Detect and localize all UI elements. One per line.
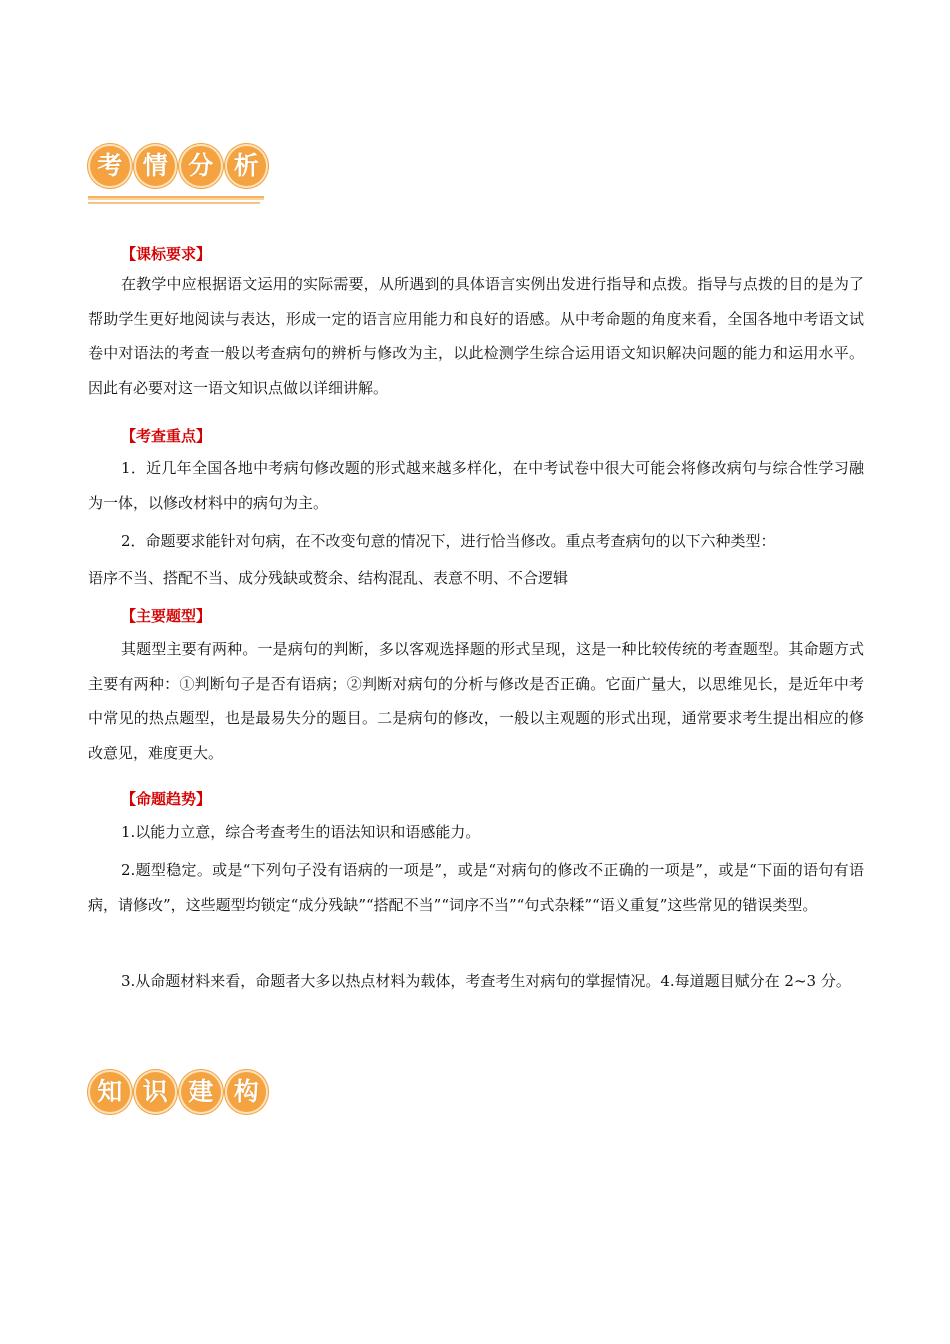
heading-types: 【主要题型】 xyxy=(121,607,212,625)
banner-char: 知 xyxy=(88,1070,132,1114)
banner-badges xyxy=(88,1070,268,1114)
banner-char: 考 xyxy=(88,144,132,188)
banner-char: 分 xyxy=(179,144,223,188)
paragraph-curriculum: 在教学中应根据语文运用的实际需要，从所遇到的具体语言实例出发进行指导和点拨。指导与点拨的目的是为了帮助学生更好地阅读与表达，形成一定的语言应用能力和良好的语感。从中考命题的角度来看，全国各地中考语文试卷中对语法的考查一般以考查病句的辨析与修改为主，以此检测学生综合运用语文知识解决问题的能力和运用水平。因此有必要对这一语文知识点做以详细讲解。 xyxy=(88,275,864,397)
trend-item-2: 2.题型稳定。或是“下列句子没有语病的一项是”，或是“对病句的修改不正确的一项是”，或是“下面的语句有语病，请修改”，这些题型均锁定“成分残缺”“搭配不当”“词序不当”“句式杂糅”“语义重复”这些常见的错误类型。 xyxy=(88,861,864,914)
focus-item-1: 1．近几年全国各地中考病句修改题的形式越来越多样化，在中考试卷中很大可能会将修改病句与综合性学习融为一体，以修改材料中的病句为主。 xyxy=(88,459,864,512)
banner-char: 情 xyxy=(134,144,178,188)
banner-badges xyxy=(88,144,268,188)
banner-char: 建 xyxy=(179,1070,223,1114)
heading-curriculum: 【课标要求】 xyxy=(121,245,212,263)
focus-item-2: 2．命题要求能针对句病，在不改变句意的情况下，进行恰当修改。重点考查病句的以下六种类型： xyxy=(121,532,776,550)
banner-char: 识 xyxy=(134,1070,178,1114)
heading-focus: 【考查重点】 xyxy=(121,427,212,445)
section-banner-structure xyxy=(88,1070,268,1120)
focus-item-2-types: 语序不当、搭配不当、成分残缺或赘余、结构混乱、表意不明、不合逻辑 xyxy=(88,569,569,587)
heading-trend: 【命题趋势】 xyxy=(121,790,212,808)
trend-item-1: 1.以能力立意，综合考查考生的语法知识和语感能力。 xyxy=(121,823,481,841)
paragraph-types: 其题型主要有两种。一是病句的判断，多以客观选择题的形式呈现，这是一种比较传统的考查题型。其命题方式主要有两种：①判断句子是否有语病；②判断对病句的分析与修改是否正确。它面广量大，以思维见长，是近年中考中常见的热点题型，也是最易失分的题目。二是病句的修改，一般以主观题的形式出现，通常要求考生提出相应的修改意见，难度更大。 xyxy=(88,640,864,762)
banner-char: 析 xyxy=(225,144,269,188)
section-banner-analysis xyxy=(88,144,268,208)
trend-item-3: 3.从命题材料来看，命题者大多以热点材料为载体，考查考生对病句的掌握情况。4.每道题目赋分在 2~3 分。 xyxy=(121,972,851,990)
banner-char: 构 xyxy=(225,1070,269,1114)
banner-underline xyxy=(88,196,264,200)
banner-underline xyxy=(88,202,260,204)
